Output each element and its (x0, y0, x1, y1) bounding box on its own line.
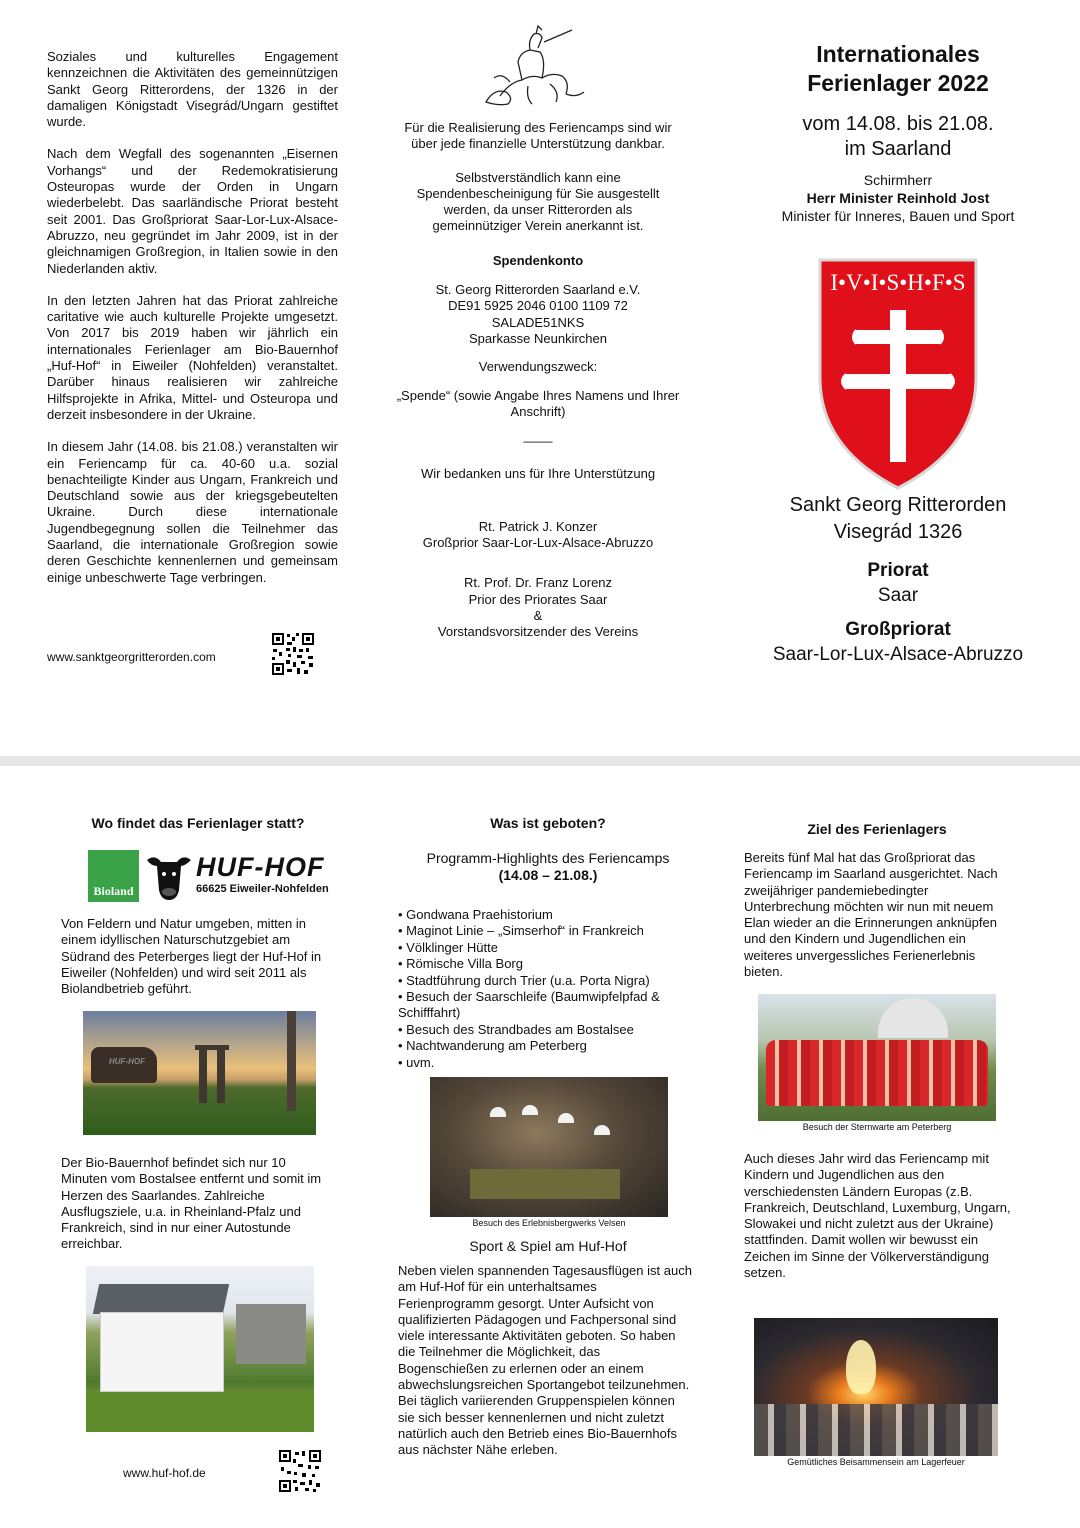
account-bank: Sparkasse Neunkirchen (468, 330, 608, 346)
sheet-divider (0, 756, 1080, 766)
barn (236, 1304, 306, 1364)
gate-beam (195, 1045, 229, 1050)
account-bic: SALADE51NKS (491, 314, 585, 330)
order-website-link[interactable]: www.sanktgeorgritterorden.com (47, 650, 216, 664)
offer-subtitle: Programm-Highlights des Feriencamps (426, 850, 670, 866)
sport-heading: Sport & Spiel am Huf-Hof (469, 1238, 627, 1254)
inner-sheet (0, 766, 1080, 1528)
helmet (558, 1113, 574, 1123)
grand-priorat-name: Saar-Lor-Lux-Alsace-Abruzzo (772, 644, 1024, 665)
cover-column (740, 40, 1056, 225)
grand-priorat-label: Großpriorat (845, 619, 951, 640)
goal-paragraph-1: Bereits fünf Mal hat das Großpriorat das Feriencamp im Saarland ausgerichtet. Nach zweijähriger pandemiebedingter Unterbrechung möchten wir nun mit neuem Elan wieder an die Erinnerungen anknüpfen und den Kindern und Jugendlichen ein weiteres unvergessliches Ferienerlebnis bieten. (744, 850, 998, 980)
observatory-group-photo (758, 994, 996, 1121)
cow-statue-photo (83, 1011, 316, 1135)
lawn (86, 1392, 314, 1432)
observatory-photo-caption: Besuch der Sternwarte am Peterberg (802, 1122, 952, 1132)
thanks-text: Wir bedanken uns für Ihre Unterstützung (420, 466, 656, 482)
gate-post-right (217, 1047, 225, 1103)
tall-post (287, 1011, 296, 1111)
priorat-label: Priorat (867, 560, 929, 581)
front-sheet (0, 0, 1080, 756)
goal-heading: Ziel des Ferienlagers (807, 821, 947, 837)
location-heading: Wo findet das Ferienlager statt? (91, 815, 305, 831)
house-body (100, 1312, 224, 1392)
about-paragraph-3: In den letzten Jahren hat das Priorat zahlreiche caritative wie auch kulturelle Projekte umgesetzt. Von 2017 bis 2019 haben wir jährlich ein internationales Ferienlager am Bio-Bauernhof „Huf-Hof“ in Eiweiler (Nohfelden) veranstaltet. Darüber hinaus realisieren wir zahlreiche Hilfsprojekte in Afrika, Mittel- und Osteuropa und derzeit insbesondere in der Ukraine. (47, 292, 338, 422)
house-roof (93, 1284, 229, 1314)
observatory-dome (878, 998, 948, 1038)
campfire-photo (754, 1318, 998, 1456)
signatory-2-name: Rt. Prof. Dr. Franz Lorenz (463, 575, 613, 591)
mine-photo-caption: Besuch des Erlebnisbergwerks Velsen (472, 1218, 626, 1228)
campfire-photo-caption: Gemütliches Beisammensein am Lagerfeuer (787, 1457, 965, 1467)
highlight-item: • Gondwana Praehistorium (398, 907, 688, 923)
signatory-2-ampersand: & (533, 607, 543, 623)
cow-statue-sign: HUF-HOF (109, 1057, 145, 1066)
hufhof-address: 66625 Eiweiler-Nohfelden (196, 883, 329, 895)
helmet (522, 1105, 538, 1115)
qr-code-icon-hufhof (278, 1449, 322, 1493)
st-george-dragon-icon (480, 22, 590, 108)
order-name: Sankt Georg Ritterorden (789, 494, 1007, 516)
highlight-item: • Nachtwanderung am Peterberg (398, 1038, 688, 1054)
about-paragraph-1: Soziales und kulturelles Engagement kennzeichnen die Aktivitäten des gemeinnützigen Sankt Georg Ritterordens, der 1326 in der damaligen Königstadt Visegrád/Ungarn gestiftet wurde. (47, 49, 338, 130)
donation-receipt: Selbstverständlich kann eine Spendenbescheinigung für Sie ausgestellt werden, da unser Ritterorden als gemeinnütziger Verein anerkannt ist. (416, 169, 660, 234)
hufhof-logo-text: HUF-HOF (196, 852, 325, 882)
patron-label: Schirmherr (863, 172, 933, 188)
campers-circle (754, 1404, 998, 1456)
priorat-name: Saar (877, 585, 919, 606)
about-paragraph-2: Nach dem Wegfall des sogenannten „Eisernen Vorhangs“ und der Redemokratisierung Osteuropas wurde der Orden in Ungarn wiederbelebt. Das saarländische Priorat besteht seit 2001. Das Großpriorat Saar-Lor-Lux-Alsace-Abruzzo, neu gegründet im Jahr 2009, ist in der gleichnamigen Großregion, in Italien sowie in den Niederlanden aktiv. (47, 146, 338, 276)
about-column (47, 49, 338, 602)
highlight-item: • uvm. (398, 1055, 688, 1071)
cover-title-line-2: Ferienlager 2022 (807, 70, 989, 96)
cover-dates-line-1: vom 14.08. bis 21.08. (802, 113, 994, 135)
purpose-label: Verwendungszweck: (478, 359, 598, 375)
location-paragraph-1: Von Feldern und Natur umgeben, mitten in einem idyllischen Naturschutzgebiet am Südrand des Peterberges liegt der Huf-Hof in Eiweiler (Nohfelden) und wird seit 2011 als Biolandbetrieb geführt. (61, 916, 322, 997)
highlights-list (398, 907, 688, 1071)
donation-intro: Für die Realisierung des Feriencamps sind wir über jede finanzielle Unterstützung dankbar. (404, 120, 672, 152)
helmet (594, 1125, 610, 1135)
highlight-item: • Besuch des Strandbades am Bostalsee (398, 1022, 688, 1038)
purpose-text: „Spende“ (sowie Angabe Ihres Namens und Ihrer Anschrift) (396, 387, 680, 419)
offer-dates: (14.08 – 21.08.) (498, 867, 598, 883)
order-block (740, 492, 1056, 667)
bioland-logo-text: Bioland (93, 884, 134, 898)
qr-code-icon (271, 632, 315, 676)
signatory-1-title: Großprior Saar-Lor-Lux-Alsace-Abruzzo (422, 535, 654, 551)
highlight-item: • Römische Villa Borg (398, 956, 688, 972)
patron-role: Minister für Inneres, Bauen und Sport (781, 208, 1015, 224)
location-paragraph-2: Der Bio-Bauernhof befindet sich nur 10 Minuten vom Bostalsee entfernt und somit im Herzen des Saarlandes. Zahlreiche Ausflugsziele, u.a. in Rheinland-Pfalz und Frankreich, sind in nur einer Autostunde erreichbar. (61, 1155, 322, 1252)
hufhof-website-link[interactable]: www.huf-hof.de (123, 1466, 206, 1480)
bioland-logo (88, 850, 139, 902)
cover-title-line-1: Internationales (816, 41, 980, 67)
divider-line: ____ (523, 428, 553, 444)
order-founded: Visegrád 1326 (833, 521, 963, 543)
cover-dates-line-2: im Saarland (844, 138, 952, 160)
gate-post-left (199, 1047, 207, 1103)
signatory-2-title: Prior des Priorates Saar (468, 591, 608, 607)
donation-column (390, 120, 686, 641)
about-paragraph-4: In diesem Jahr (14.08. bis 21.08.) veranstalten wir ein Feriencamp für ca. 40-60 u.a. sozial benachteiligte Kinder aus Ungarn, Frankreich und Deutschland sowie aus der kriegsgebeutelten Ukraine. Durch diese internationale Jugendbegegnung sollen die Teilnehmer das Saarland, die internationale Großregion sowie deren Geschichte kennenlernen und gemeinsam einige unbeschwerte Tage verbringen. (47, 439, 338, 585)
shield-motto: I•V•I•S•H•F•S (830, 270, 966, 295)
cow-logo-icon (143, 850, 195, 902)
helmet (490, 1107, 506, 1117)
account-holder: St. Georg Ritterorden Saarland e.V. (435, 282, 641, 298)
mine-cart (470, 1169, 620, 1199)
highlight-item: • Maginot Linie – „Simserhof“ in Frankreich (398, 923, 688, 939)
account-iban: DE91 5925 2046 0100 1109 72 (448, 298, 628, 314)
highlight-item: • Völklinger Hütte (398, 940, 688, 956)
signatory-1-name: Rt. Patrick J. Konzer (478, 518, 598, 534)
group-of-campers (766, 1040, 988, 1106)
highlight-item: • Stadtführung durch Trier (u.a. Porta Nigra) (398, 973, 688, 989)
account-heading: Spendenkonto (492, 252, 584, 268)
highlight-item: • Besuch der Saarschleife (Baumwipfelpfad & Schifffahrt) (398, 989, 688, 1022)
goal-paragraph-2: Auch dieses Jahr wird das Feriencamp mit Kindern und Jugendlichen aus den verschiedensten Ländern Europas (z.B. Frankreich, Deutschland, Luxemburg, Ungarn, Slowakei und nicht zuletzt aus der Ukraine) stattfinden. Damit wollen wir bewusst ein Zeichen im Sinne der Völkerverständigung setzen. (744, 1151, 1011, 1281)
signatory-2-extra: Vorstandsvorsitzender des Vereins (437, 624, 639, 640)
farmhouse-photo (86, 1266, 314, 1432)
mine-visit-photo (430, 1077, 668, 1217)
sport-paragraph: Neben vielen spannenden Tagesausflügen ist auch am Huf-Hof für ein unterhaltsames Ferienprogramm gesorgt. Unter Aufsicht von qualifizierten Pädagogen und Fachpersonal sind viele interessante Aktivitäten geboten. So haben die Teilnehmer die Möglichkeit, das Bogenschießen zu erlernen oder an einem abwechslungsreichen Sportangebot teilzunehmen. Bei täglich variierenden Gruppenspielen können sie sich besser kennenlernen und nicht zuletzt natürlich auch den Betrieb eines Bio-Bauernhofs aus nächster Nähe erleben. (398, 1263, 692, 1458)
campfire-flame (846, 1340, 876, 1394)
patron-name: Herr Minister Reinhold Jost (806, 190, 990, 206)
offer-heading: Was ist geboten? (490, 815, 606, 831)
